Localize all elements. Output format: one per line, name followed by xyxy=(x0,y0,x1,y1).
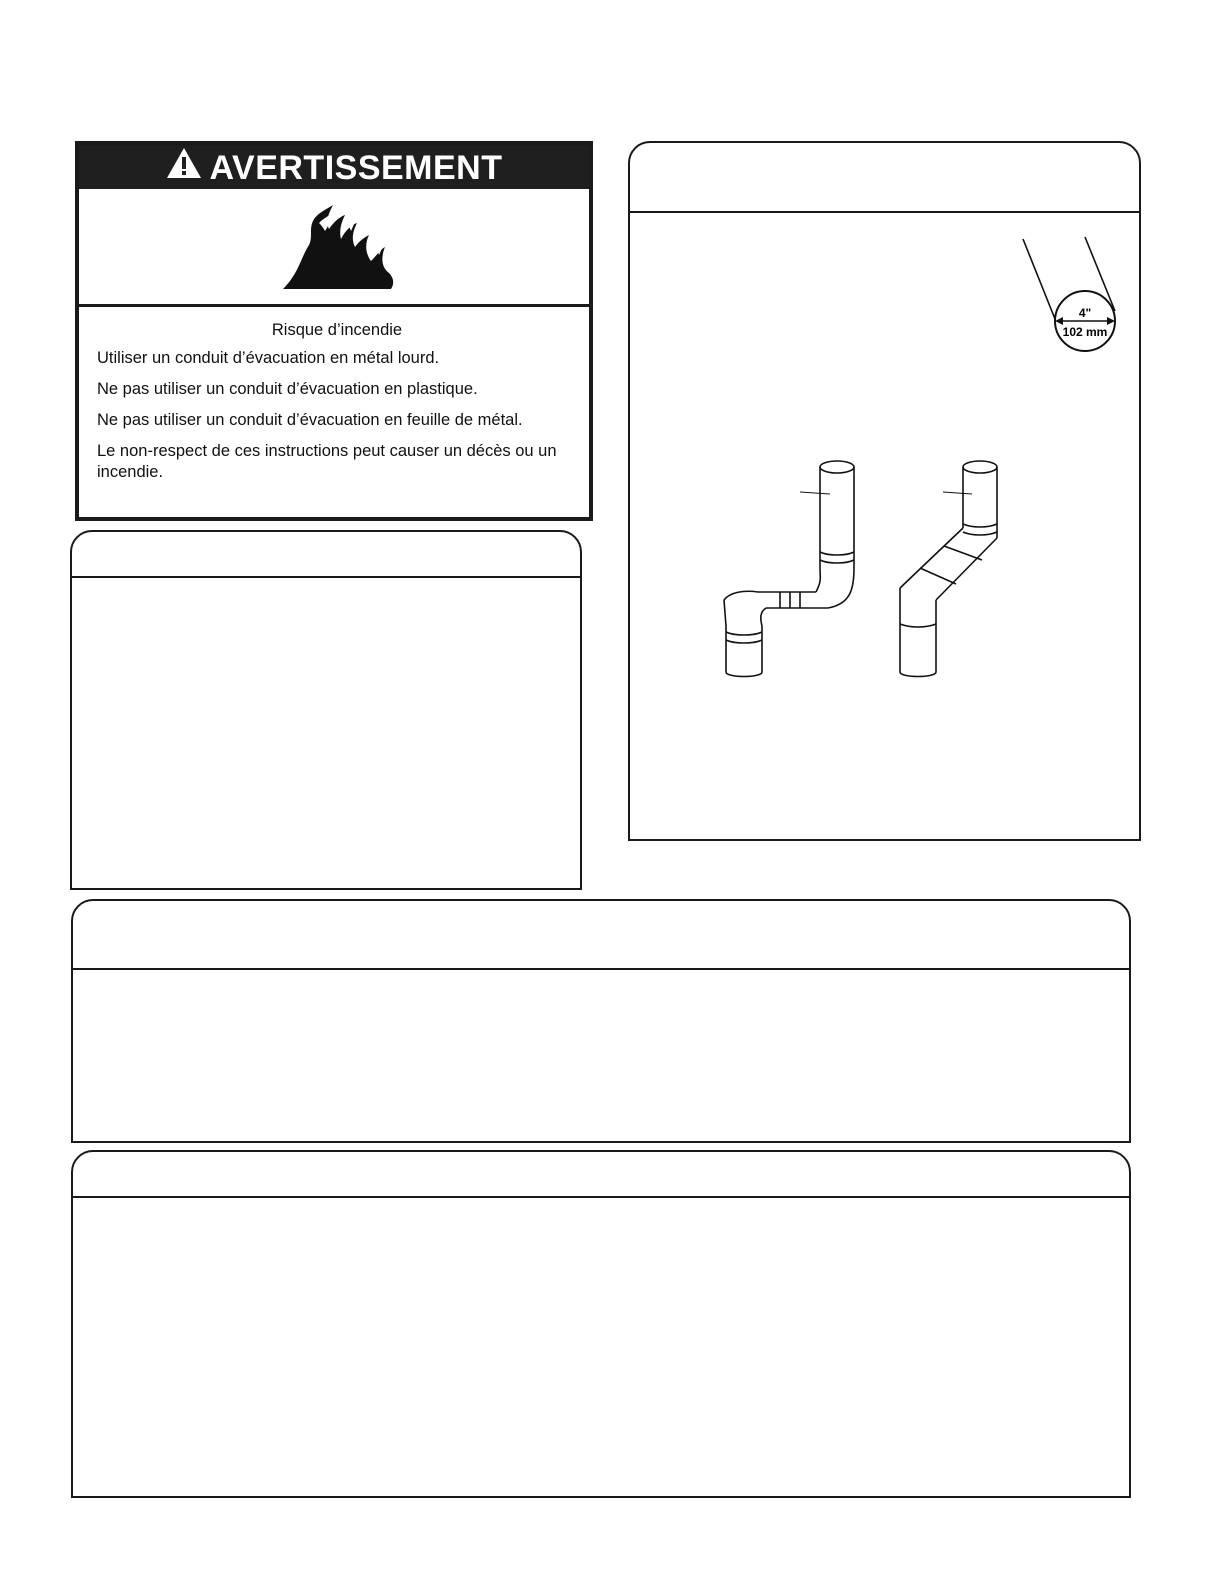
warning-line: Le non-respect de ces instructions peut causer un décès ou un incendie. xyxy=(97,442,557,481)
warning-line: Utiliser un conduit d’évacuation en métal lourd. xyxy=(97,349,440,367)
warning-heading: Risque d’incendie xyxy=(271,321,403,339)
warning-box xyxy=(75,141,593,521)
warning-title: AVERTISSEMENT xyxy=(209,149,503,187)
section-frame-left xyxy=(70,530,582,890)
fire-icon xyxy=(279,203,399,293)
warning-line: Ne pas utiliser un conduit d’évacuation en plastique. xyxy=(97,380,478,398)
diameter-mm-label: 102 mm xyxy=(1062,325,1108,339)
flame-panel xyxy=(79,189,589,307)
duct-diameter-diagram xyxy=(1015,233,1125,358)
frame-divider xyxy=(73,968,1129,970)
duct-two-elbows-drawing xyxy=(724,461,854,677)
frame-divider xyxy=(630,211,1139,213)
section-frame-lower-2 xyxy=(71,1150,1131,1498)
warning-text xyxy=(97,320,577,493)
warning-header xyxy=(79,145,589,189)
duct-offset-elbows-drawing xyxy=(900,461,997,677)
duct-elbow-diagrams xyxy=(700,440,1040,700)
frame-divider xyxy=(73,1196,1129,1198)
warning-triangle-icon xyxy=(165,145,203,193)
section-frame-lower-1 xyxy=(71,899,1131,1143)
frame-divider xyxy=(72,576,580,578)
warning-line: Ne pas utiliser un conduit d’évacuation en feuille de métal. xyxy=(97,411,523,429)
diameter-inches-label: 4" xyxy=(1078,306,1092,320)
